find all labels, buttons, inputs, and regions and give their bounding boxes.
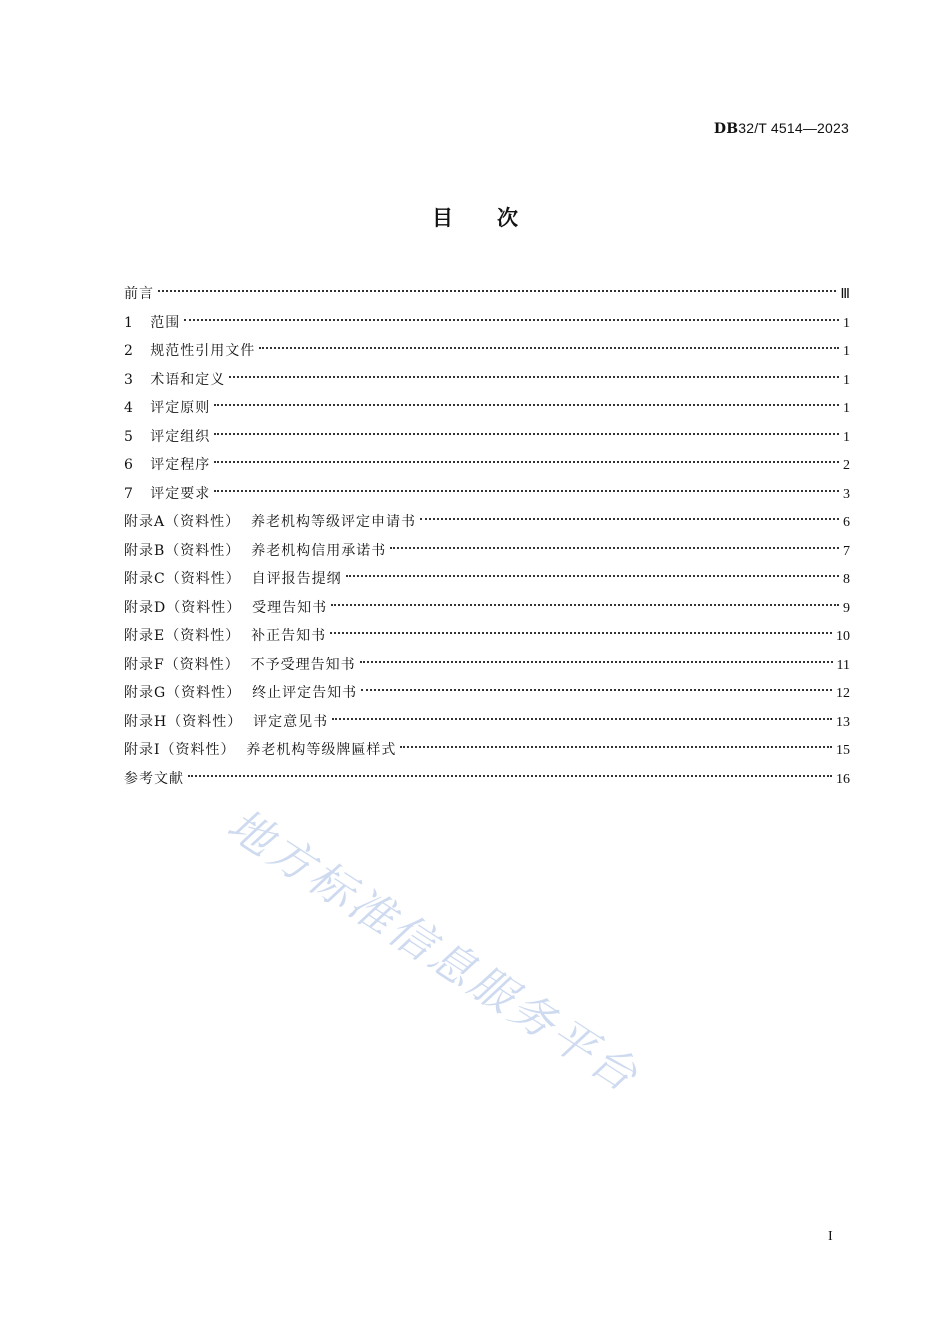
toc-entry-label: 附录H（资料性） 评定意见书 <box>124 713 329 730</box>
standard-code: DB32/T 4514—2023 <box>713 120 849 137</box>
toc-entry[interactable] <box>124 537 850 566</box>
toc-entry[interactable] <box>124 394 850 423</box>
toc-dot-leader <box>361 689 832 691</box>
toc-dot-leader <box>346 575 839 577</box>
toc-entry-label: 附录F（资料性） 不予受理告知书 <box>124 656 356 673</box>
watermark: 地方标准信息服务平台 <box>218 799 649 1104</box>
table-of-contents <box>124 280 850 793</box>
toc-dot-leader <box>330 632 832 634</box>
toc-entry-label: 前言 <box>124 286 154 302</box>
toc-entry[interactable] <box>124 708 850 737</box>
toc-entry[interactable] <box>124 651 850 680</box>
toc-dot-leader <box>188 775 832 777</box>
toc-entry-label: 附录C（资料性） 自评报告提纲 <box>124 571 342 587</box>
toc-entry-page: 11 <box>836 657 850 673</box>
toc-dot-leader <box>229 376 839 378</box>
toc-entry[interactable] <box>124 309 850 338</box>
toc-entry-label: 附录E（资料性） 补正告知书 <box>124 628 327 644</box>
toc-entry[interactable] <box>124 679 850 708</box>
toc-entry-page: 9 <box>843 600 850 616</box>
toc-entry[interactable] <box>124 508 850 537</box>
page-title: 目次 <box>432 206 562 230</box>
toc-entry-page: 13 <box>836 714 850 730</box>
toc-entry-page: 12 <box>836 686 850 701</box>
toc-entry-label: 1 范围 <box>124 314 181 331</box>
toc-dot-leader <box>420 518 839 520</box>
toc-entry-page: 7 <box>843 543 850 559</box>
toc-entry-label: 参考文献 <box>124 770 184 787</box>
toc-dot-leader <box>360 661 833 663</box>
toc-entry-page: 6 <box>843 515 850 530</box>
toc-entry[interactable] <box>124 594 850 623</box>
toc-dot-leader <box>331 604 839 606</box>
toc-dot-leader <box>259 347 839 349</box>
toc-entry-page: Ⅲ <box>840 287 850 302</box>
toc-entry-page: 1 <box>843 429 850 445</box>
toc-entry[interactable] <box>124 423 850 452</box>
toc-entry-label: 6 评定程序 <box>124 457 211 473</box>
toc-dot-leader <box>332 718 832 720</box>
toc-entry-page: 1 <box>843 315 850 331</box>
toc-entry-page: 3 <box>843 486 850 502</box>
toc-entry-label: 附录I（资料性） 养老机构等级牌匾样式 <box>124 742 397 758</box>
toc-dot-leader <box>390 547 839 549</box>
toc-entry-page: 16 <box>836 771 850 787</box>
toc-entry-label: 附录D（资料性） 受理告知书 <box>124 599 328 616</box>
toc-dot-leader <box>400 746 832 748</box>
toc-dot-leader <box>214 461 839 463</box>
toc-entry-page: 1 <box>843 372 850 388</box>
toc-entry[interactable] <box>124 480 850 509</box>
toc-entry-label: 附录G（资料性） 终止评定告知书 <box>124 685 358 701</box>
toc-dot-leader <box>214 433 839 435</box>
toc-entry[interactable] <box>124 565 850 594</box>
toc-entry-label: 3 术语和定义 <box>124 371 226 388</box>
toc-dot-leader <box>214 490 839 492</box>
toc-entry-label: 4 评定原则 <box>124 400 211 416</box>
toc-entry[interactable] <box>124 280 850 309</box>
toc-entry-page: 1 <box>843 401 850 416</box>
toc-entry-label: 附录A（资料性） 养老机构等级评定申请书 <box>124 514 417 530</box>
toc-entry-page: 2 <box>843 458 850 473</box>
toc-entry[interactable] <box>124 622 850 651</box>
toc-entry-page: 8 <box>843 572 850 587</box>
toc-entry[interactable] <box>124 337 850 366</box>
toc-entry-page: 10 <box>836 629 850 644</box>
toc-dot-leader <box>214 404 839 406</box>
toc-entry-page: 15 <box>836 743 850 758</box>
toc-entry-label: 2 规范性引用文件 <box>124 343 256 359</box>
page-number: I <box>828 1229 833 1244</box>
toc-entry[interactable] <box>124 451 850 480</box>
toc-entry-page: 1 <box>843 344 850 359</box>
toc-entry-label: 5 评定组织 <box>124 428 211 445</box>
toc-dot-leader <box>158 290 836 292</box>
toc-entry[interactable] <box>124 736 850 765</box>
toc-entry-label: 附录B（资料性） 养老机构信用承诺书 <box>124 542 387 559</box>
toc-entry-label: 7 评定要求 <box>124 485 211 502</box>
toc-entry[interactable] <box>124 366 850 395</box>
toc-entry[interactable] <box>124 765 850 794</box>
toc-dot-leader <box>184 319 839 321</box>
